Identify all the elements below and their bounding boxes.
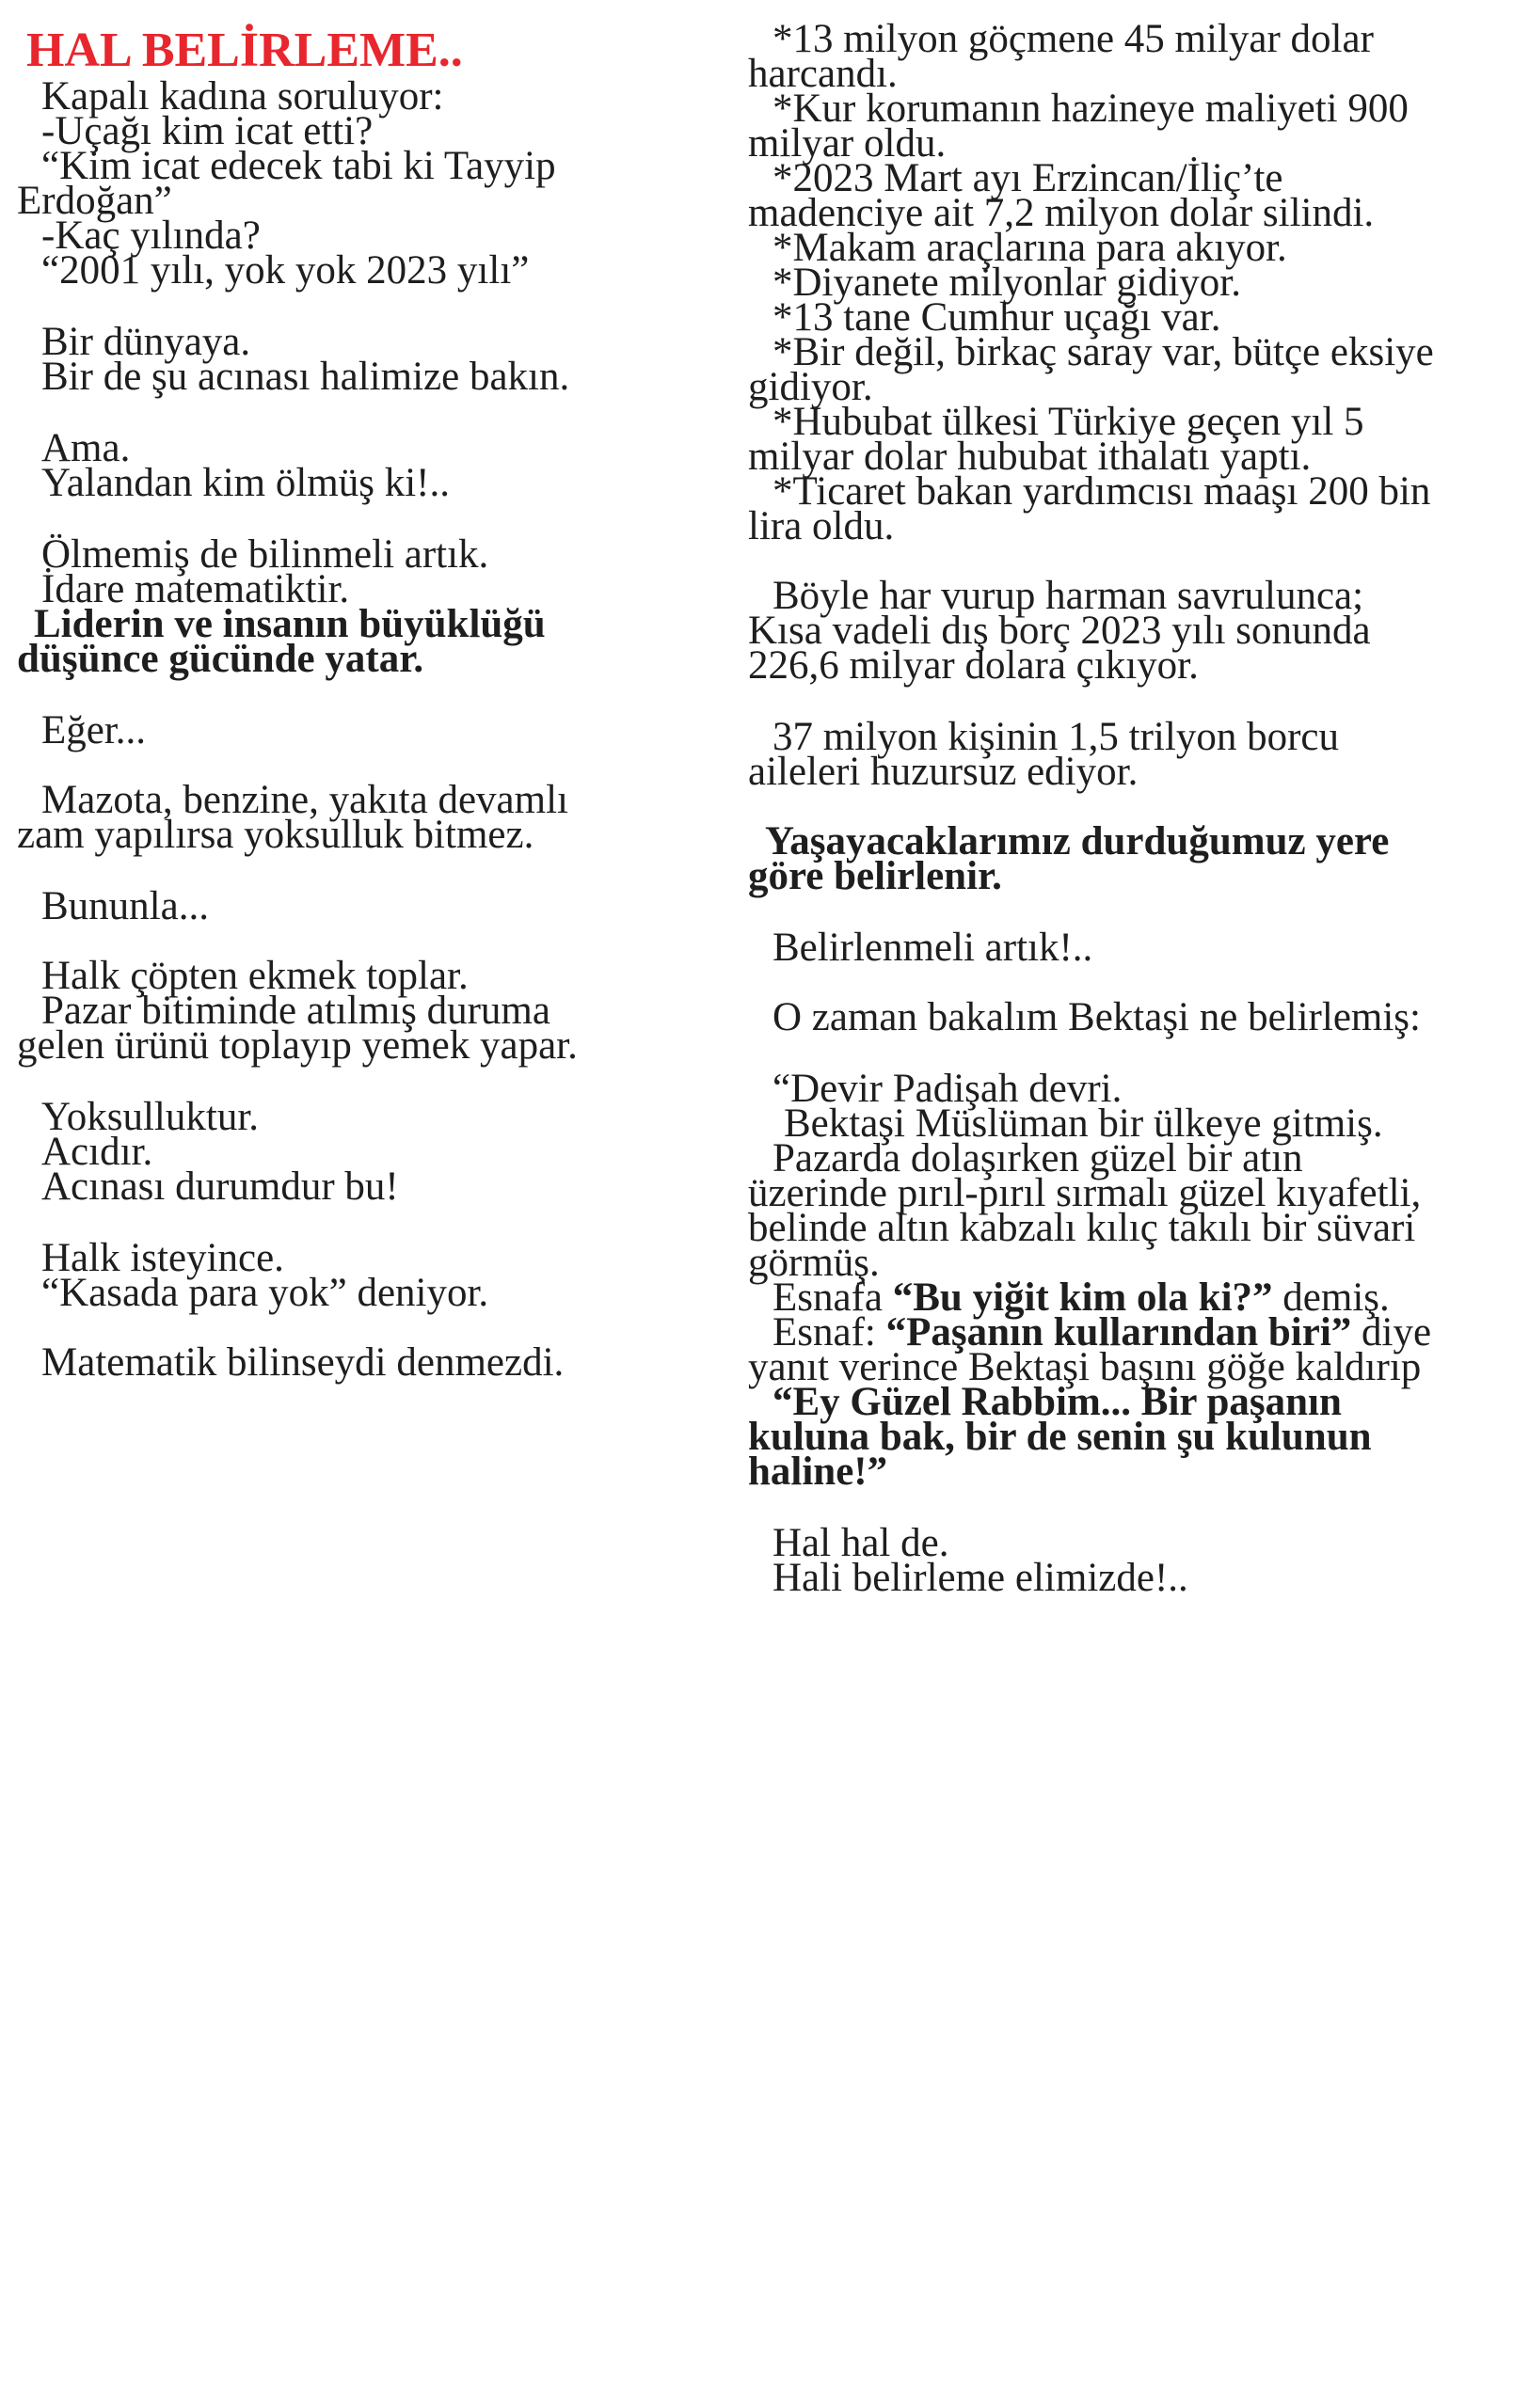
text-line: Hali belirleme elimizde!.. bbox=[772, 1556, 1188, 1600]
text-line: Matematik bilinseydi denmezdi. bbox=[41, 1340, 565, 1385]
text-line: *Ticaret bakan yardımcısı maaşı 200 bin bbox=[772, 469, 1431, 514]
text-line: Acıdır. bbox=[41, 1130, 153, 1174]
text-line: Kısa vadeli dış borç 2023 yılı sonunda bbox=[748, 609, 1371, 653]
text-line: Bektaşi Müslüman bir ülkeye gitmiş. bbox=[784, 1101, 1383, 1146]
text-line: Böyle har vurup harman savrulunca; bbox=[772, 574, 1364, 618]
bold-text-line: göre belirlenir. bbox=[748, 854, 1002, 898]
text-line: Yalandan kim ölmüş ki!.. bbox=[41, 461, 450, 505]
text-line: “Kasada para yok” deniyor. bbox=[41, 1271, 489, 1315]
text-line: *Bir değil, birkaç saray var, bütçe eksiye bbox=[772, 330, 1434, 374]
text-line: “2001 yılı, yok yok 2023 yılı” bbox=[41, 248, 530, 293]
bold-quote: “Paşanın kullarından biri” bbox=[885, 1310, 1352, 1354]
bold-quote: “Bu yiğit kim ola ki?” bbox=[892, 1275, 1273, 1320]
text-line: İdare matematiktir. bbox=[41, 567, 350, 611]
text-line: *Kur korumanın hazineye maliyeti 900 bbox=[772, 87, 1409, 131]
bold-text-line: “Ey Güzel Rabbim... Bir paşanın bbox=[772, 1380, 1342, 1424]
text-line: görmüş. bbox=[748, 1241, 880, 1285]
text-line: üzerinde pırıl-pırıl sırmalı güzel kıyafetli, bbox=[748, 1171, 1422, 1215]
text-line: 226,6 milyar dolara çıkıyor. bbox=[748, 643, 1199, 688]
text-line: milyar oldu. bbox=[748, 121, 947, 166]
bold-text-line: Liderin ve insanın büyüklüğü bbox=[34, 602, 546, 646]
text-line: Bununla... bbox=[41, 884, 209, 928]
text-line: belinde altın kabzalı kılıç takılı bir süvari bbox=[748, 1206, 1416, 1250]
text-line: Bir de şu acınası halimize bakın. bbox=[41, 355, 570, 399]
text-line: *2023 Mart ayı Erzincan/İliç’te bbox=[772, 156, 1283, 200]
text-line: *Diyanete milyonlar gidiyor. bbox=[772, 261, 1241, 305]
text-line: Pazar bitiminde atılmış duruma bbox=[41, 989, 550, 1033]
text-line: Bir dünyaya. bbox=[41, 320, 251, 364]
text-line: “Kim icat edecek tabi ki Tayyip bbox=[41, 144, 556, 188]
text-line: *13 milyon göçmene 45 milyar dolar bbox=[772, 17, 1374, 61]
text-line: *13 tane Cumhur uçağı var. bbox=[772, 295, 1221, 340]
text-line: lira oldu. bbox=[748, 504, 895, 548]
text-segment: Esnaf: bbox=[772, 1310, 886, 1354]
text-segment: Esnafa bbox=[772, 1275, 893, 1320]
text-line: O zaman bakalım Bektaşi ne belirlemiş: bbox=[772, 995, 1421, 1039]
bold-text-line: Yaşayacaklarımız durduğumuz yere bbox=[765, 819, 1390, 863]
text-segment: diye bbox=[1351, 1310, 1432, 1354]
text-line: Yoksulluktur. bbox=[41, 1095, 260, 1139]
text-line: Halk isteyince. bbox=[41, 1236, 284, 1280]
text-line: Hal hal de. bbox=[772, 1521, 949, 1565]
text-line: Mazota, benzine, yakıta devamlı bbox=[41, 778, 568, 822]
text-line: Erdoğan” bbox=[17, 179, 172, 223]
text-line: Eğer... bbox=[41, 708, 147, 752]
text-line: gidiyor. bbox=[748, 365, 873, 409]
text-line: -Kaç yılında? bbox=[41, 214, 261, 258]
text-line: gelen ürünü toplayıp yemek yapar. bbox=[17, 1023, 578, 1068]
text-line: harcandı. bbox=[748, 52, 898, 96]
text-line: Halk çöpten ekmek toplar. bbox=[41, 954, 469, 998]
article-title: HAL BELİRLEME.. bbox=[26, 24, 463, 77]
text-line: -Uçağı kim icat etti? bbox=[41, 109, 374, 153]
text-line: zam yapılırsa yoksulluk bitmez. bbox=[17, 813, 534, 857]
text-line: Acınası durumdur bu! bbox=[41, 1164, 399, 1209]
text-line: Belirlenmeli artık!.. bbox=[772, 926, 1093, 970]
text-line: Pazarda dolaşırken güzel bir atın bbox=[772, 1136, 1303, 1180]
bold-text-line: düşünce gücünde yatar. bbox=[17, 637, 424, 681]
text-segment: demiş. bbox=[1272, 1275, 1390, 1320]
text-line: Ama. bbox=[41, 426, 131, 470]
text-line: Kapalı kadına soruluyor: bbox=[41, 74, 444, 119]
text-line: Ölmemiş de bilinmeli artık. bbox=[41, 532, 489, 577]
text-line: *Hububat ülkesi Türkiye geçen yıl 5 bbox=[772, 400, 1364, 444]
text-line: aileleri huzursuz ediyor. bbox=[748, 750, 1139, 794]
text-line: 37 milyon kişinin 1,5 trilyon borcu bbox=[772, 715, 1339, 759]
text-line: milyar dolar hububat ithalatı yaptı. bbox=[748, 435, 1312, 479]
text-line: *Makam araçlarına para akıyor. bbox=[772, 226, 1287, 270]
bold-text-line: kuluna bak, bir de senin şu kulunun bbox=[748, 1415, 1372, 1459]
bold-text-line: haline!” bbox=[748, 1450, 888, 1494]
text-line: “Devir Padişah devri. bbox=[772, 1067, 1123, 1111]
text-line: yanıt verince Bektaşi başını göğe kaldırıp bbox=[748, 1345, 1422, 1389]
text-line: madenciye ait 7,2 milyon dolar silindi. bbox=[748, 191, 1375, 235]
